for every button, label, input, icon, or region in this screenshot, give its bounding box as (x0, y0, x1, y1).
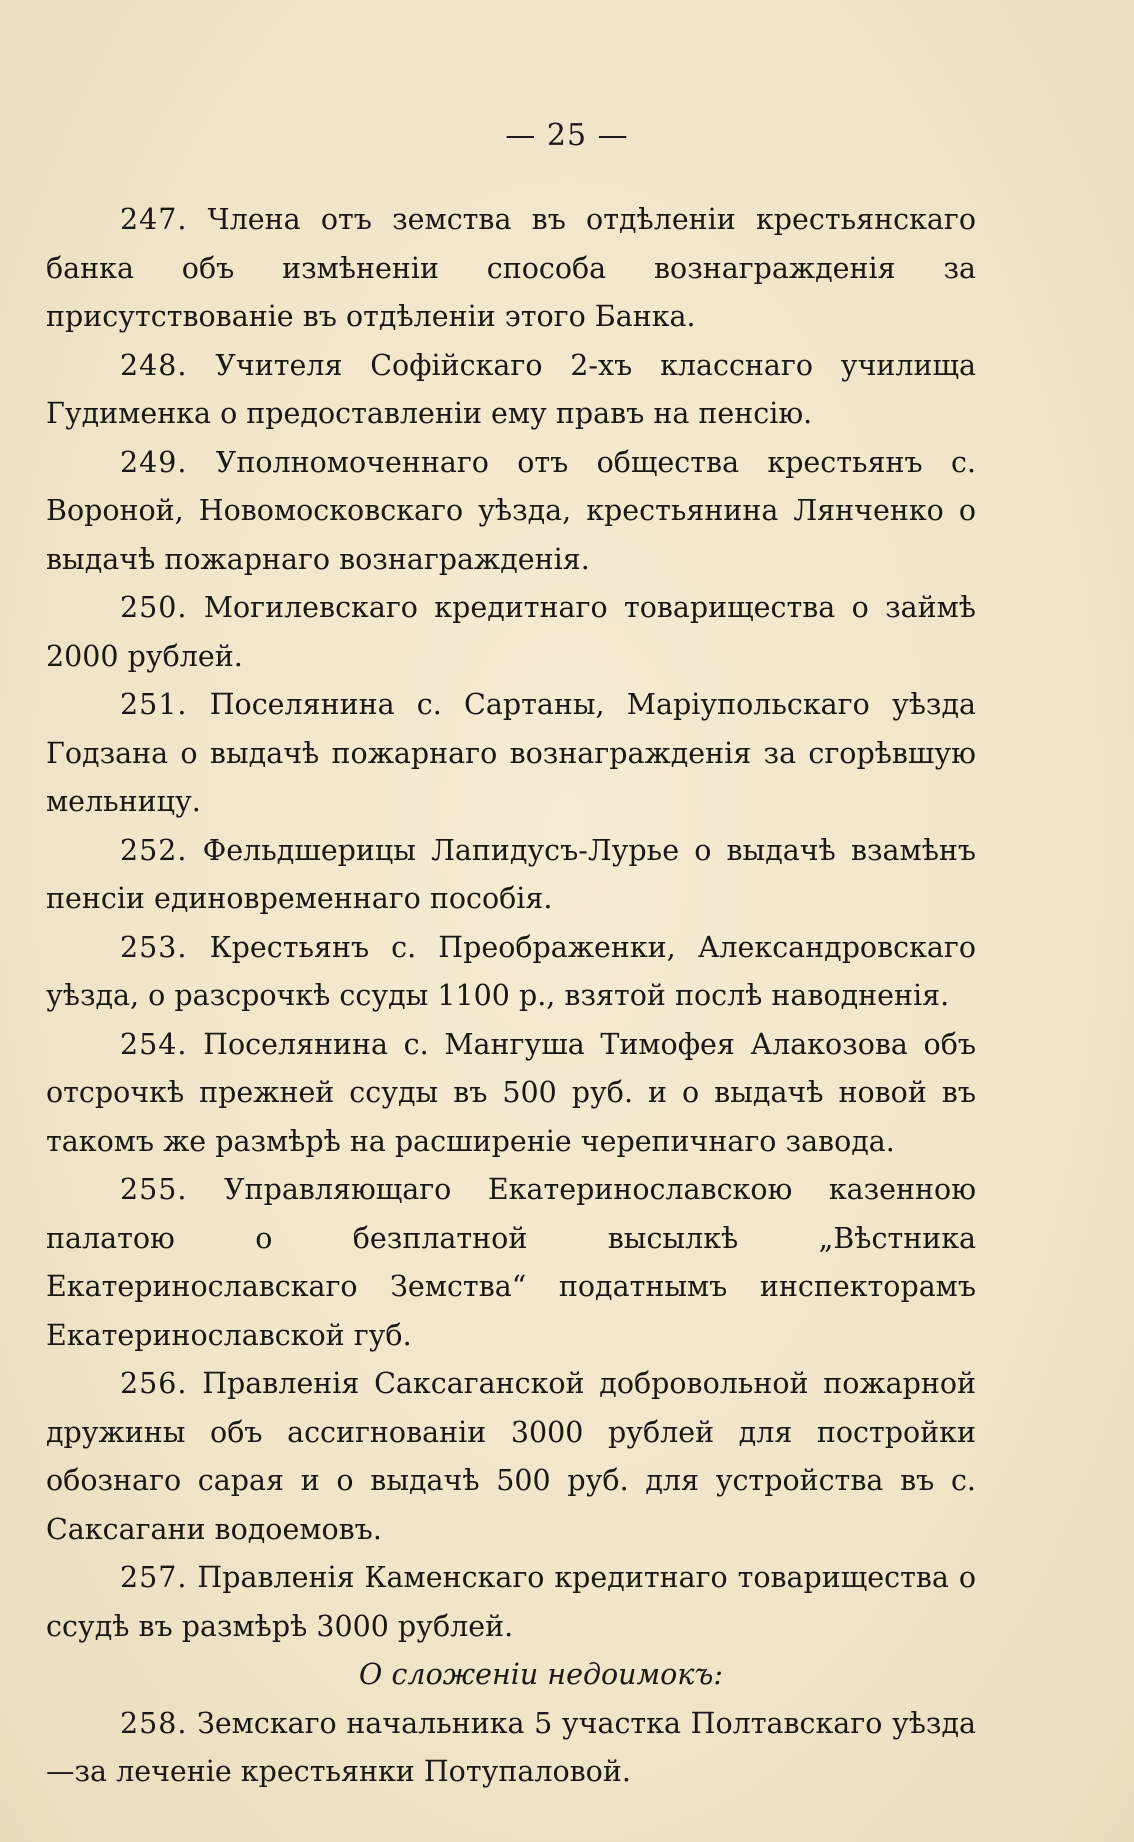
entry-text: Фельдшерицы Лапидусъ-Лурье о выдачѣ взамѣнъ пенсіи единовременнаго пособія. (46, 833, 977, 915)
entry-number: 256. (120, 1367, 188, 1400)
entry-254 (46, 1021, 976, 1167)
entry-number: 252. (120, 833, 188, 867)
entry-252 (46, 827, 976, 924)
entry-248 (46, 342, 976, 439)
entry-number: 249. (120, 445, 188, 479)
entry-number: 258. (120, 1706, 188, 1740)
entry-number: 248. (120, 348, 188, 382)
entry-247 (46, 196, 976, 342)
entry-text: Крестьянъ с. Преображенки, Александровскаго уѣзда, о разсрочкѣ ссуды 1100 р., взятой послѣ наводненія. (46, 930, 976, 1012)
entry-text: Правленія Саксаганской добровольной пожарной дружины объ ассигнованіи 3000 рублей для постройки обознаго сарая и о выдачѣ 500 руб. для устройства въ с. Саксагани водоемовъ. (46, 1367, 976, 1546)
entry-text: Поселянина с. Мангуша Тимофея Алакозова объ отсрочкѣ прежней ссуды въ 500 руб. и о выдачѣ новой въ такомъ же размѣрѣ на расширеніе черепичнаго завода. (46, 1027, 976, 1158)
entry-249 (46, 439, 976, 585)
entry-251 (46, 681, 976, 827)
entry-253 (46, 924, 976, 1021)
entry-257 (46, 1554, 976, 1651)
entry-number: 254. (120, 1027, 188, 1061)
entry-text: Уполномоченнаго отъ общества крестьянъ с. Вороной, Новомосковскаго уѣзда, крестьянина Лянченко о выдачѣ пожарнаго вознагражденія. (46, 445, 976, 576)
entry-number: 257. (120, 1561, 188, 1594)
page-number: — 25 — (505, 118, 629, 153)
entry-text: Правленія Каменскаго кредитнаго товарищества о ссудѣ въ размѣрѣ 3000 рублей. (46, 1561, 976, 1643)
entry-text: Управляющаго Екатеринославскою казенною палатою о безплатной высылкѣ „Вѣстника Екатеринославскаго Земства“ податнымъ инспекторамъ Екатеринославской губ. (46, 1173, 977, 1352)
entry-number: 247. (120, 203, 188, 236)
section-heading: О сложеніи недоимокъ: (359, 1658, 723, 1691)
text-body (46, 196, 976, 1797)
entry-text: Члена отъ земства въ отдѣленіи крестьянскаго банка объ измѣненіи способа вознагражденія за присутствованіе въ отдѣленіи этого Банка. (46, 203, 976, 333)
entry-text: Поселянина с. Сартаны, Маріупольскаго уѣзда Годзана о выдачѣ пожарнаго вознагражденія за сгорѣвшую мельницу. (46, 688, 976, 818)
entry-number: 253. (120, 930, 188, 964)
entry-258 (46, 1700, 976, 1797)
entry-250 (46, 584, 976, 681)
entry-number: 255. (120, 1173, 188, 1206)
entry-text: Земскаго начальника 5 участка Полтавскаго уѣзда —за леченіе крестьянки Потупаловой. (46, 1706, 976, 1788)
entry-text: Могилевскаго кредитнаго товарищества о займѣ 2000 рублей. (46, 591, 976, 673)
entry-number: 250. (120, 591, 188, 624)
entry-255 (46, 1166, 976, 1360)
entry-text: Учителя Софійскаго 2-хъ класснаго училища Гудименка о предоставленіи ему правъ на пенсію. (46, 348, 976, 430)
entry-256 (46, 1360, 976, 1554)
entry-number: 251. (120, 688, 188, 721)
